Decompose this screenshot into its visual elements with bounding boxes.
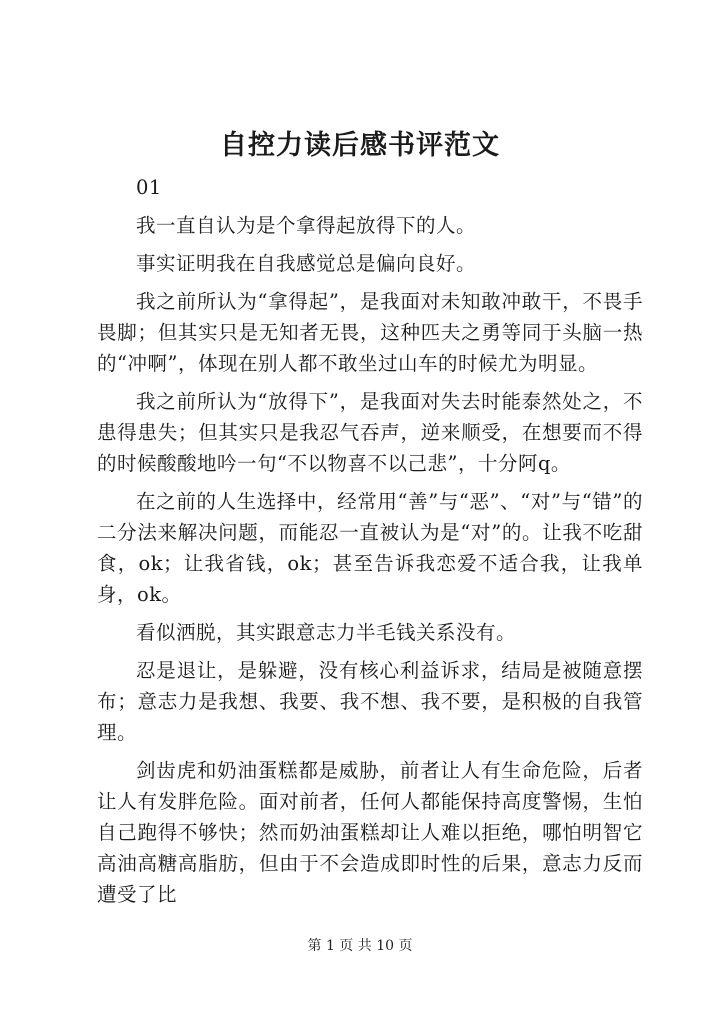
- document-body: [97, 172, 643, 917]
- paragraph: 忍是退让，是躲避，没有核心利益诉求，结局是被随意摆布；意志力是我想、我要、我不想、我不要，是积极的自我管理。: [97, 659, 643, 744]
- paragraph: 01: [136, 176, 162, 199]
- paragraph: 我之前所认为“放得下”，是我面对失去时能泰然处之，不患得患失；但其实只是我忍气吞声，逆来顺受，在想要而不得的时候酸酸地吟一句“不以物喜不以己悲”，十分阿q。: [97, 390, 643, 475]
- paragraph: 我一直自认为是个拿得起放得下的人。: [136, 214, 477, 237]
- page-title: 自控力读后感书评范文: [220, 130, 500, 161]
- page-footer: 第 1 页 共 10 页: [307, 938, 413, 954]
- paragraph: 我之前所认为“拿得起”，是我面对未知敢冲敢干，不畏手畏脚；但其实只是无知者无畏，这种匹夫之勇等同于头脑一热的“冲啊”，体现在别人都不敢坐过山车的时候尤为明显。: [97, 290, 643, 375]
- paragraph: 看似洒脱，其实跟意志力半毛钱关系没有。: [136, 621, 517, 644]
- paragraph: 剑齿虎和奶油蛋糕都是威胁，前者让人有生命危险，后者让人有发胖危险。面对前者，任何人都能保持高度警惕，生怕自己跑得不够快；然而奶油蛋糕却让人难以拒绝，哪怕明智它高油高糖高脂肪，但由于不会造成即时性的后果，意志力反而遭受了比: [97, 759, 643, 906]
- paragraph: 在之前的人生选择中，经常用“善”与“恶”、“对”与“错”的二分法来解决问题，而能忍一直被认为是“对”的。让我不吃甜食，ok；让我省钱，ok；甚至告诉我恋爱不适合我，让我单身，ok。: [97, 490, 643, 606]
- paragraph: 事实证明我在自我感觉总是偏向良好。: [136, 252, 477, 275]
